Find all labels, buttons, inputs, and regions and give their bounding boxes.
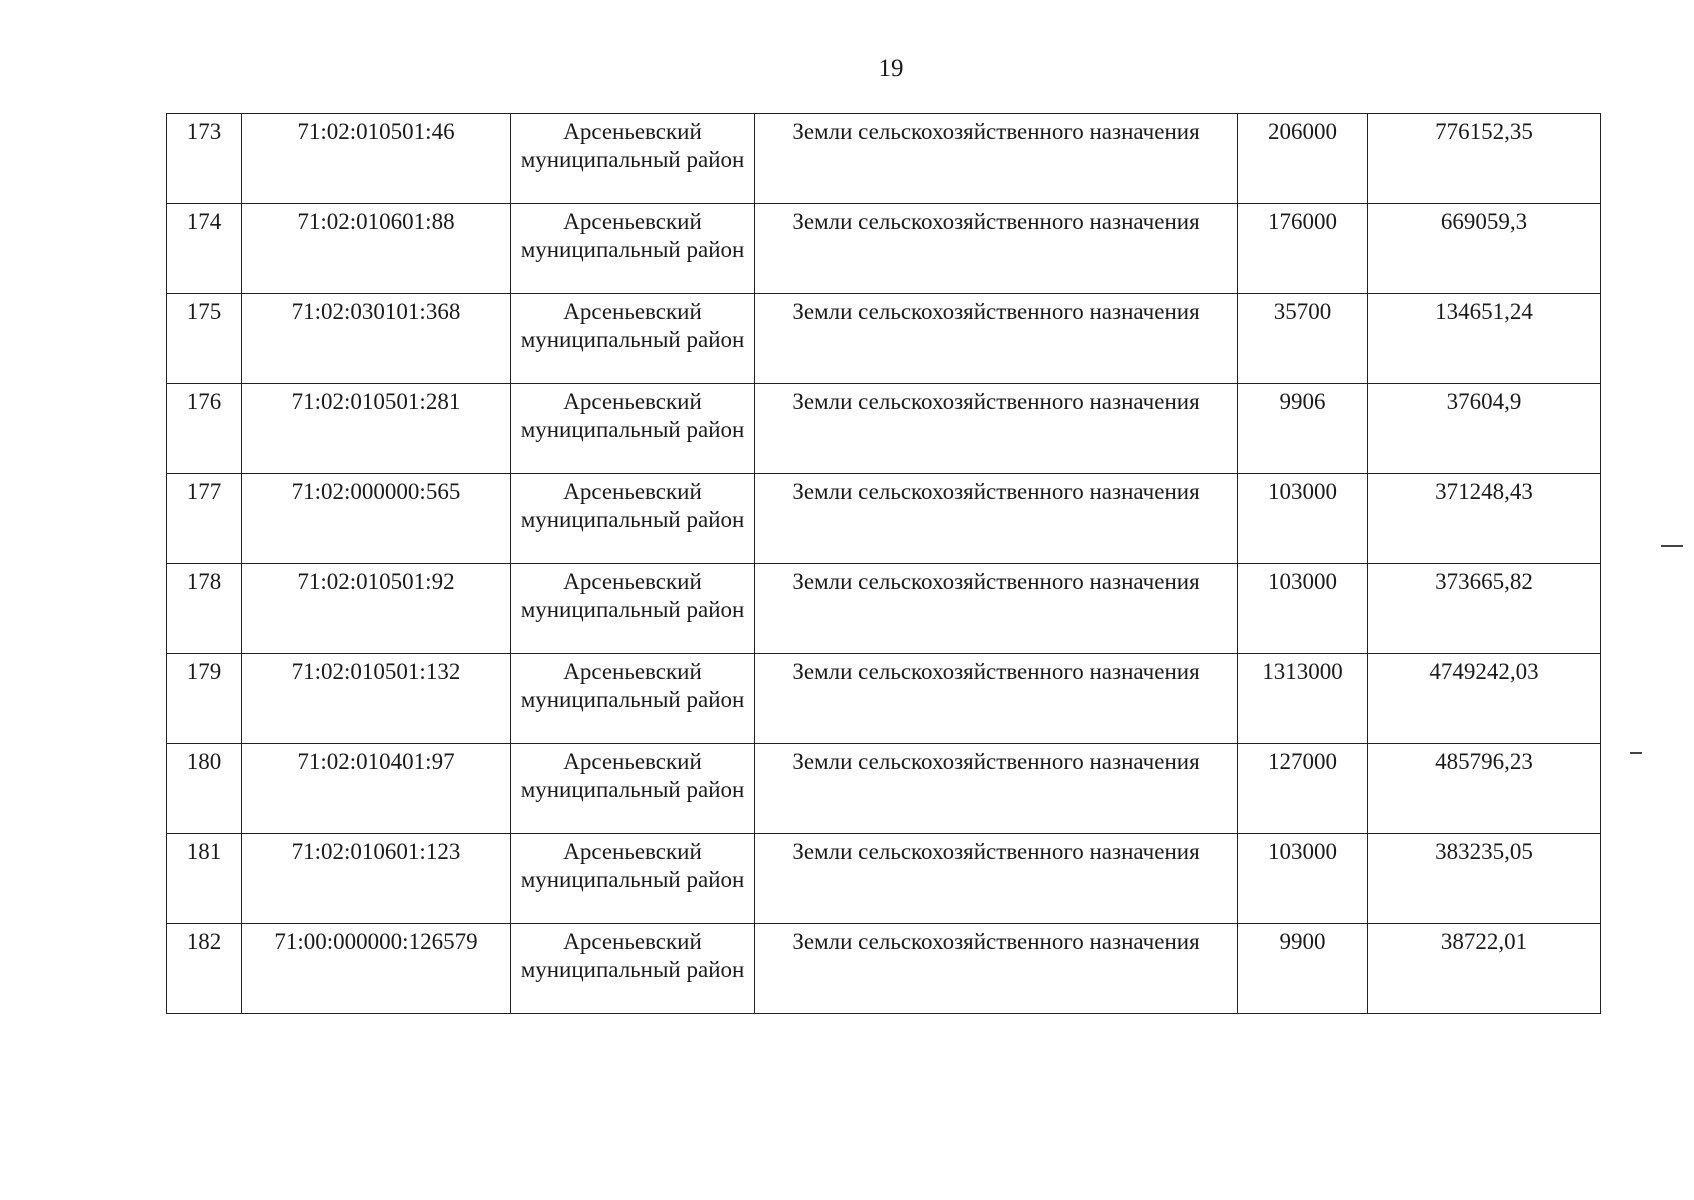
page-number: 19 bbox=[878, 55, 904, 82]
cadastral-value: 38722,01 bbox=[1368, 924, 1601, 1014]
district: Арсеньевский муниципальный район bbox=[511, 474, 755, 564]
cadastral-number: 71:02:010501:281 bbox=[242, 384, 511, 474]
area: 103000 bbox=[1238, 834, 1368, 924]
land-category: Земли сельскохозяйственного назначения bbox=[755, 114, 1238, 204]
district: Арсеньевский муниципальный район bbox=[511, 744, 755, 834]
land-category: Земли сельскохозяйственного назначения bbox=[755, 744, 1238, 834]
table-row bbox=[167, 564, 1601, 654]
area: 127000 bbox=[1238, 744, 1368, 834]
cadastral-number: 71:02:030101:368 bbox=[242, 294, 511, 384]
cadastral-value: 373665,82 bbox=[1368, 564, 1601, 654]
cadastral-value: 134651,24 bbox=[1368, 294, 1601, 384]
cadastral-number: 71:00:000000:126579 bbox=[242, 924, 511, 1014]
area: 103000 bbox=[1238, 474, 1368, 564]
land-category: Земли сельскохозяйственного назначения bbox=[755, 834, 1238, 924]
district: Арсеньевский муниципальный район bbox=[511, 834, 755, 924]
land-category: Земли сельскохозяйственного назначения bbox=[755, 564, 1238, 654]
table-row bbox=[167, 114, 1601, 204]
table-row bbox=[167, 654, 1601, 744]
area: 176000 bbox=[1238, 204, 1368, 294]
cadastral-value: 485796,23 bbox=[1368, 744, 1601, 834]
cadastral-number: 71:02:010501:46 bbox=[242, 114, 511, 204]
area: 9900 bbox=[1238, 924, 1368, 1014]
scan-margin-mark bbox=[1630, 752, 1642, 754]
table-row bbox=[167, 204, 1601, 294]
land-category: Земли сельскохозяйственного назначения bbox=[755, 474, 1238, 564]
table-row bbox=[167, 384, 1601, 474]
land-category: Земли сельскохозяйственного назначения bbox=[755, 384, 1238, 474]
land-category: Земли сельскохозяйственного назначения bbox=[755, 204, 1238, 294]
land-category: Земли сельскохозяйственного назначения bbox=[755, 654, 1238, 744]
district: Арсеньевский муниципальный район bbox=[511, 564, 755, 654]
row-number: 177 bbox=[167, 474, 242, 564]
cadastral-value: 371248,43 bbox=[1368, 474, 1601, 564]
cadastral-value: 776152,35 bbox=[1368, 114, 1601, 204]
cadastral-number: 71:02:010501:92 bbox=[242, 564, 511, 654]
row-number: 179 bbox=[167, 654, 242, 744]
area: 35700 bbox=[1238, 294, 1368, 384]
scan-margin-mark bbox=[1661, 545, 1683, 547]
district: Арсеньевский муниципальный район bbox=[511, 924, 755, 1014]
land-category: Земли сельскохозяйственного назначения bbox=[755, 924, 1238, 1014]
row-number: 176 bbox=[167, 384, 242, 474]
table-row bbox=[167, 474, 1601, 564]
row-number: 180 bbox=[167, 744, 242, 834]
area: 103000 bbox=[1238, 564, 1368, 654]
cadastral-number: 71:02:000000:565 bbox=[242, 474, 511, 564]
cadastral-number: 71:02:010601:88 bbox=[242, 204, 511, 294]
area: 9906 bbox=[1238, 384, 1368, 474]
area: 206000 bbox=[1238, 114, 1368, 204]
row-number: 175 bbox=[167, 294, 242, 384]
cadastral-value: 37604,9 bbox=[1368, 384, 1601, 474]
cadastral-number: 71:02:010501:132 bbox=[242, 654, 511, 744]
cadastral-number: 71:02:010601:123 bbox=[242, 834, 511, 924]
row-number: 173 bbox=[167, 114, 242, 204]
land-plots-table bbox=[166, 113, 1601, 1014]
district: Арсеньевский муниципальный район bbox=[511, 114, 755, 204]
table-row bbox=[167, 294, 1601, 384]
land-category: Земли сельскохозяйственного назначения bbox=[755, 294, 1238, 384]
row-number: 178 bbox=[167, 564, 242, 654]
cadastral-value: 4749242,03 bbox=[1368, 654, 1601, 744]
cadastral-value: 383235,05 bbox=[1368, 834, 1601, 924]
table-row bbox=[167, 834, 1601, 924]
cadastral-number: 71:02:010401:97 bbox=[242, 744, 511, 834]
area: 1313000 bbox=[1238, 654, 1368, 744]
table-row bbox=[167, 924, 1601, 1014]
table-row bbox=[167, 744, 1601, 834]
row-number: 181 bbox=[167, 834, 242, 924]
row-number: 182 bbox=[167, 924, 242, 1014]
cadastral-value: 669059,3 bbox=[1368, 204, 1601, 294]
district: Арсеньевский муниципальный район bbox=[511, 384, 755, 474]
district: Арсеньевский муниципальный район bbox=[511, 294, 755, 384]
district: Арсеньевский муниципальный район bbox=[511, 654, 755, 744]
district: Арсеньевский муниципальный район bbox=[511, 204, 755, 294]
row-number: 174 bbox=[167, 204, 242, 294]
